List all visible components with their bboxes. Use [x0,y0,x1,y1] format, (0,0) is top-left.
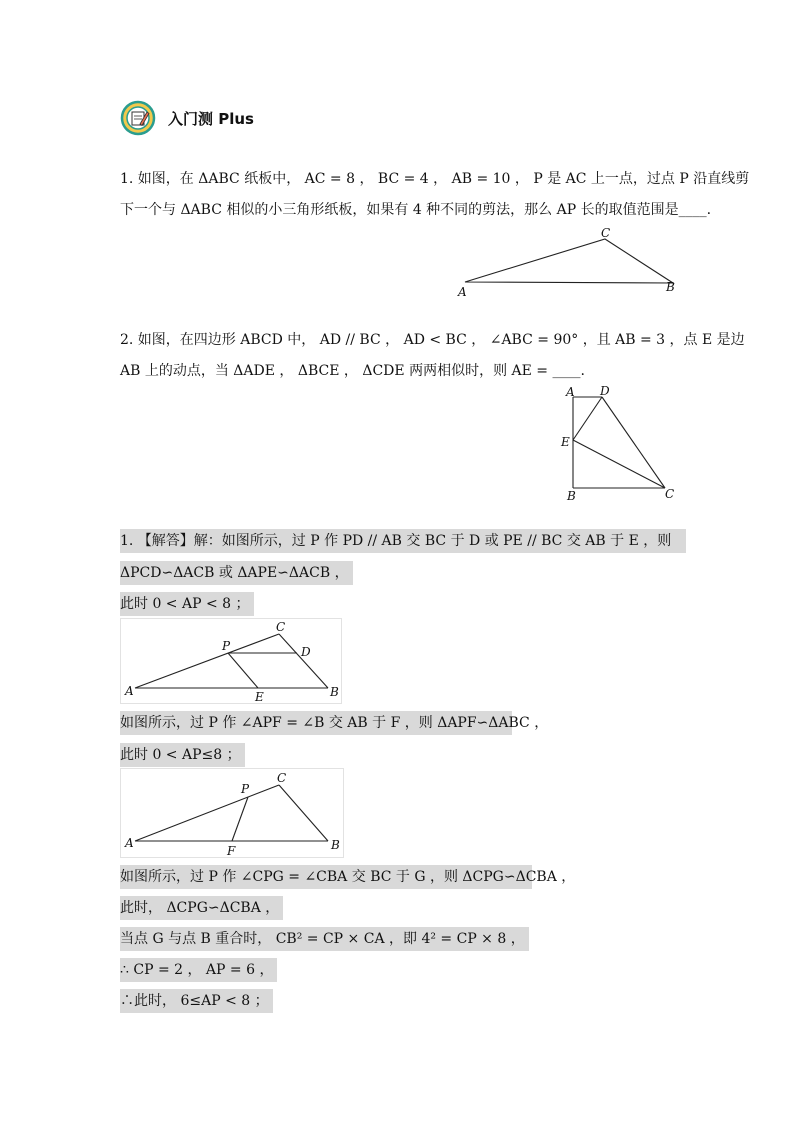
label-a: A [125,836,134,850]
solution-line-5: 此时 0 < AP≤8 ； [120,743,245,767]
label-d: D [600,384,610,398]
label-b: B [567,489,576,502]
label-c: C [276,620,286,634]
problem-1-line-1: 1. 如图，在 ΔABC 纸板中， AC = 8 ， BC = 4 ， AB = 10 ， P 是 AC 上一点，过点 P 沿直线剪 [120,171,750,187]
problem-1-line-2: 下一个与 ΔABC 相似的小三角形纸板，如果有 4 种不同的剪法，那么 AP 长的取值范围是____. [120,202,712,218]
header-icon [120,100,156,136]
solution-line-9: ∴ CP = 2 ， AP = 6 ， [120,958,277,982]
solution-line-7: 此时， ΔCPG∽ΔCBA ， [120,896,283,920]
label-d: D [301,645,311,659]
solution-figure-1 [120,618,342,704]
label-c: C [601,226,611,240]
solution-line-1: 1. 【解答】解：如图所示，过 P 作 PD // AB 交 BC 于 D 或 PE // BC 交 AB 于 E ，则 [120,529,686,553]
label-p: P [222,639,231,653]
label-f: F [227,844,236,858]
problem-2-figure [555,382,685,502]
label-p: P [241,782,250,796]
label-b: B [330,685,339,699]
label-b: B [666,280,675,294]
label-c: C [665,487,675,501]
solution-line-4: 如图所示，过 P 作 ∠APF = ∠B 交 AB 于 F ，则 ΔAPF∽ΔABC ， [120,711,512,735]
solution-line-8: 当点 G 与点 B 重合时， CB² = CP × CA ，即 4² = CP × 8 ， [120,927,529,951]
problem-1-figure [455,225,685,300]
solution-line-2: ΔPCD∽ΔACB 或 ΔAPE∽ΔACB ， [120,561,353,585]
solution-line-6: 如图所示，过 P 作 ∠CPG = ∠CBA 交 BC 于 G ，则 ΔCPG∽ΔCBA ， [120,865,532,889]
page-title: 入门测 Plus [168,110,254,128]
label-e: E [255,690,264,704]
label-a: A [458,285,467,299]
pencil-icon [120,100,156,136]
problem-2-line-2: AB 上的动点，当 ΔADE ， ΔBCE ， ΔCDE 两两相似时，则 AE = ____. [120,363,585,379]
label-a: A [125,684,134,698]
solution-line-10: ∴此时， 6≤AP < 8 ； [120,989,273,1013]
label-c: C [277,771,287,785]
problem-2-line-1: 2. 如图，在四边形 ABCD 中， AD // BC ， AD < BC ， ∠ABC = 90° ，且 AB = 3 ，点 E 是边 [120,332,745,348]
solution-line-3: 此时 0 < AP < 8 ； [120,592,254,616]
label-b: B [331,838,340,852]
label-e: E [561,435,570,449]
label-a: A [566,385,575,399]
solution-figure-2 [120,768,344,858]
